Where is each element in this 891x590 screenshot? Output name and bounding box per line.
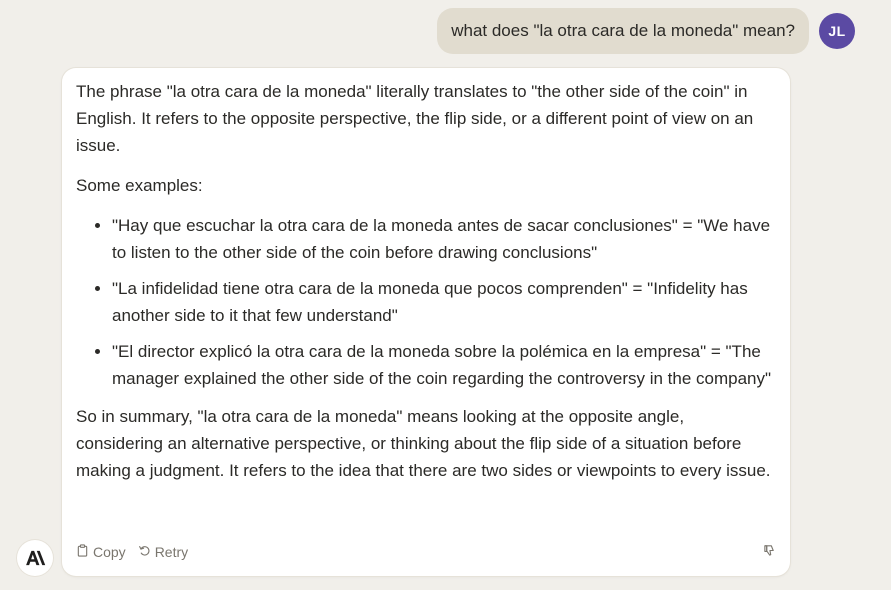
- copy-label: Copy: [93, 544, 126, 560]
- list-item: • "La infidelidad tiene otra cara de la moneda que pocos comprenden" = "Infidelity has another side to it that few understand": [112, 275, 774, 329]
- user-avatar[interactable]: JL: [819, 13, 855, 49]
- list-item: • "El director explicó la otra cara de la moneda sobre la polémica en la empresa" = "The manager explained the other side of the coin regarding the controversy in the company": [112, 338, 774, 392]
- thumbs-down-button[interactable]: [763, 539, 776, 566]
- retry-label: Retry: [154, 544, 189, 560]
- examples-list: [76, 212, 774, 392]
- assistant-summary-paragraph: So in summary, "la otra cara de la moneda" means looking at the opposite angle, considering an alternative perspective, or thinking about the flip side of a situation before making a judgment. It refers to the idea that there are two sides or viewpoints to every issue.: [76, 407, 771, 480]
- user-message-row: [437, 8, 855, 54]
- clipboard-icon: [76, 539, 89, 566]
- retry-button[interactable]: [138, 539, 188, 566]
- copy-button[interactable]: [76, 539, 126, 566]
- retry-icon: [138, 539, 151, 566]
- thumbs-down-icon: [763, 539, 776, 566]
- examples-heading: Some examples:: [76, 176, 203, 195]
- user-message-bubble: what does "la otra cara de la moneda" mean?: [437, 8, 809, 54]
- list-item: • "Hay que escuchar la otra cara de la moneda antes de sacar conclusiones" = "We have to listen to the other side of the coin before drawing conclusions": [112, 212, 774, 266]
- assistant-message-card: [62, 68, 790, 576]
- anthropic-logo-icon: [17, 540, 53, 576]
- message-actions: [76, 539, 776, 566]
- assistant-intro-paragraph: The phrase "la otra cara de la moneda" literally translates to "the other side of the coin" in English. It refers to the opposite perspective, the flip side, or a different point of view on an issue.: [76, 82, 754, 155]
